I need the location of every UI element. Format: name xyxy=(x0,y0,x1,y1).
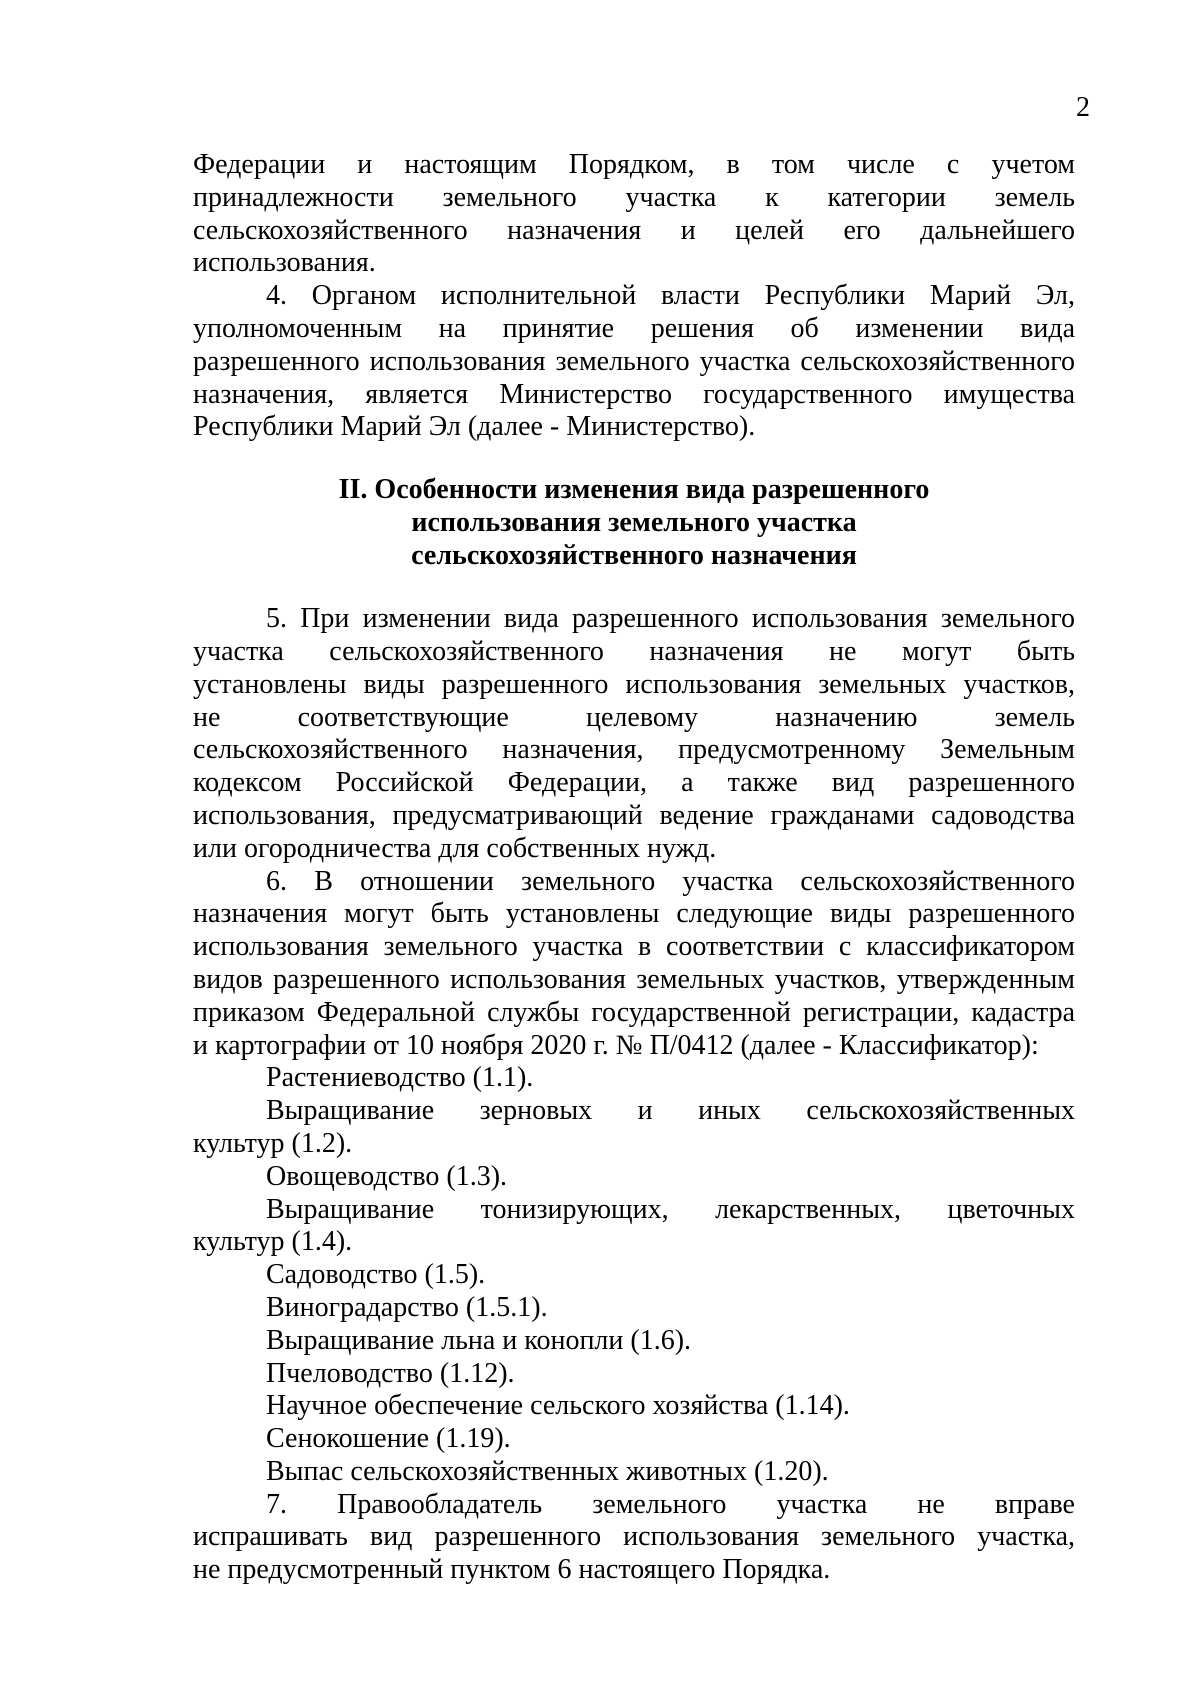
paragraph-5 xyxy=(193,603,1075,865)
text-line: или огородничества для собственных нужд. xyxy=(193,832,717,864)
land-use-list xyxy=(193,1062,1075,1488)
text-line: 6. В отношении земельного участка сельскохозяйственного xyxy=(266,865,1075,897)
text-line: использования, предусматривающий ведение гражданами садоводства xyxy=(193,799,1075,831)
list-item: Выращивание зерновых и иных сельскохозяйственных xyxy=(266,1095,1075,1127)
paragraph-7 xyxy=(193,1489,1075,1587)
list-item: Растениеводство (1.1). xyxy=(266,1062,534,1094)
text-line: назначения, является Министерство государственного имущества xyxy=(193,378,1075,410)
text-line: не предусмотренный пунктом 6 настоящего Порядка. xyxy=(193,1554,831,1586)
list-item: Виноградарство (1.5.1). xyxy=(266,1291,548,1323)
heading-line: II. Особенности изменения вида разрешенного xyxy=(338,474,930,506)
text-line: 4. Органом исполнительной власти Республики Марий Эл, xyxy=(266,280,1075,312)
paragraph-4 xyxy=(193,280,1075,444)
text-line: кодексом Российской Федерации, а также вид разрешенного xyxy=(193,767,1075,799)
text-line: Федерации и настоящим Порядком, в том числе с учетом xyxy=(193,149,1075,180)
list-item: Овощеводство (1.3). xyxy=(266,1160,508,1192)
text-line: видов разрешенного использования земельных участков, утвержденным xyxy=(193,963,1075,995)
text-line: сельскохозяйственного назначения и целей его дальнейшего xyxy=(193,214,1075,246)
text-line: испрашивать вид разрешенного использования земельного участка, xyxy=(193,1521,1075,1553)
text-line: сельскохозяйственного назначения, предусмотренному Земельным xyxy=(193,734,1075,766)
list-item: Научное обеспечение сельского хозяйства (1.14). xyxy=(266,1390,850,1422)
text-line: уполномоченным на принятие решения об изменении вида xyxy=(193,312,1075,344)
text-line: не соответствующие целевому назначению земель xyxy=(193,701,1075,733)
list-item: Выращивание льна и конопли (1.6). xyxy=(266,1324,692,1356)
text-line: участка сельскохозяйственного назначения не могут быть xyxy=(193,635,1075,667)
list-item: Сенокошение (1.19). xyxy=(266,1423,511,1455)
list-item-continuation: культур (1.4). xyxy=(193,1226,353,1258)
heading-line: сельскохозяйственного назначения xyxy=(411,540,857,572)
paragraph-3-continuation xyxy=(193,149,1075,280)
text-line: Республики Марий Эл (далее - Министерство). xyxy=(193,411,756,443)
text-line: и картографии от 10 ноября 2020 г. № П/0412 (далее - Классификатор): xyxy=(193,1029,1039,1061)
paragraph-6 xyxy=(193,866,1075,1063)
text-line: использования. xyxy=(193,247,376,279)
list-item-continuation: культур (1.2). xyxy=(193,1127,353,1159)
page-number: 2 xyxy=(1076,92,1090,123)
text-line: принадлежности земельного участка к категории земель xyxy=(193,181,1075,213)
heading-line: использования земельного участка xyxy=(411,507,857,539)
document-body xyxy=(193,149,1075,1587)
text-line: разрешенного использования земельного участка сельскохозяйственного xyxy=(193,345,1075,377)
text-line: установлены виды разрешенного использования земельных участков, xyxy=(193,668,1075,700)
section-heading xyxy=(193,473,1075,572)
text-line: 7. Правообладатель земельного участка не вправе xyxy=(266,1488,1075,1520)
text-line: использования земельного участка в соответствии с классификатором xyxy=(193,931,1075,963)
text-line: приказом Федеральной службы государственной регистрации, кадастра xyxy=(193,996,1075,1028)
list-item: Пчеловодство (1.12). xyxy=(266,1357,515,1389)
list-item: Садоводство (1.5). xyxy=(266,1259,486,1291)
list-item: Выпас сельскохозяйственных животных (1.20). xyxy=(266,1455,829,1487)
text-line: 5. При изменении вида разрешенного использования земельного xyxy=(266,603,1075,635)
text-line: назначения могут быть установлены следующие виды разрешенного xyxy=(193,898,1075,930)
list-item: Выращивание тонизирующих, лекарственных, цветочных xyxy=(266,1193,1075,1225)
